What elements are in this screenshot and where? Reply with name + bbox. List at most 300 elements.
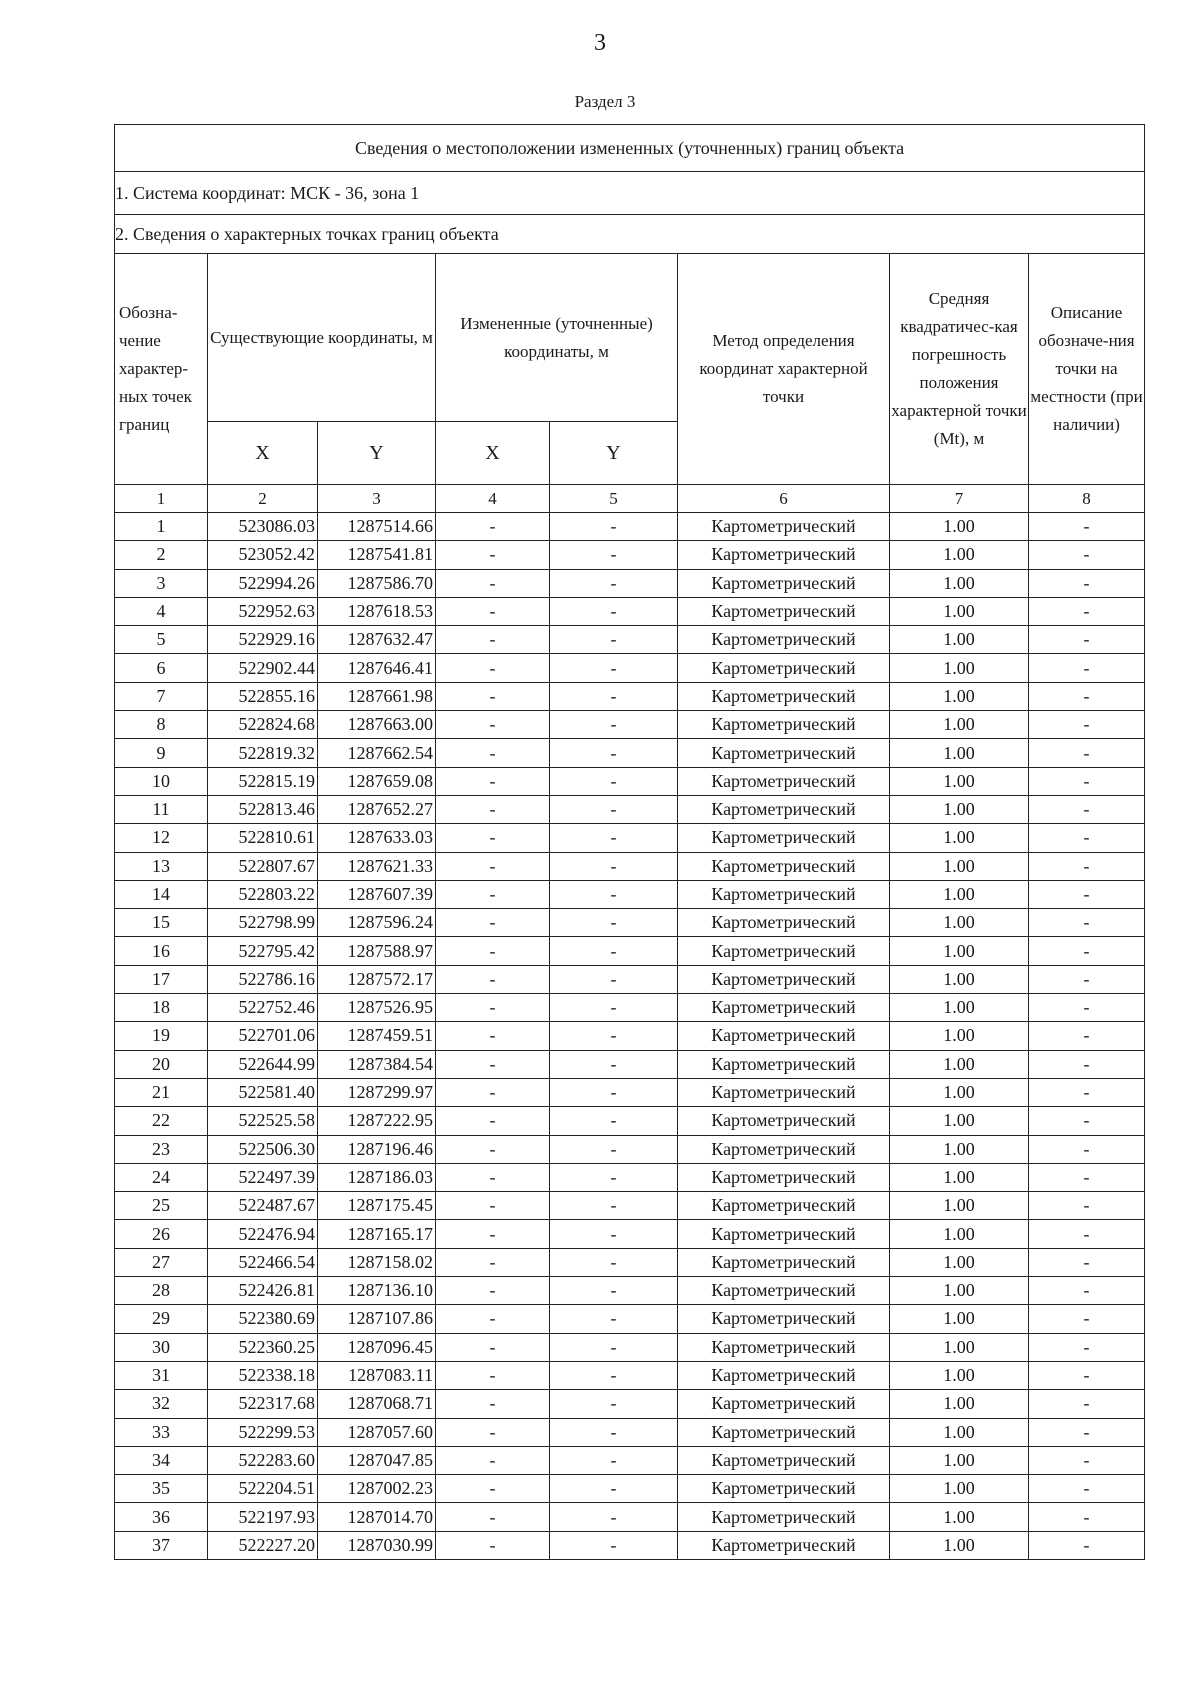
description-cell: - (1029, 569, 1145, 597)
point-number-cell: 16 (115, 937, 208, 965)
existing-y-cell: 1287384.54 (318, 1050, 436, 1078)
point-number-cell: 11 (115, 795, 208, 823)
method-cell: Картометрический (678, 1390, 890, 1418)
error-cell: 1.00 (890, 1135, 1029, 1163)
method-cell: Картометрический (678, 739, 890, 767)
point-number-cell: 18 (115, 994, 208, 1022)
changed-x-cell: - (436, 767, 550, 795)
point-number-cell: 4 (115, 597, 208, 625)
method-cell: Картометрический (678, 626, 890, 654)
error-cell: 1.00 (890, 1078, 1029, 1106)
column-number: 7 (890, 485, 1029, 513)
point-number-cell: 5 (115, 626, 208, 654)
existing-y-cell: 1287175.45 (318, 1192, 436, 1220)
table-row (115, 739, 1145, 767)
method-cell: Картометрический (678, 654, 890, 682)
header-method: Метод определения координат характерной точки (678, 254, 890, 485)
changed-x-cell: - (436, 1248, 550, 1276)
existing-y-cell: 1287136.10 (318, 1277, 436, 1305)
changed-x-cell: - (436, 597, 550, 625)
error-cell: 1.00 (890, 909, 1029, 937)
existing-y-cell: 1287186.03 (318, 1163, 436, 1191)
method-cell: Картометрический (678, 965, 890, 993)
error-cell: 1.00 (890, 1220, 1029, 1248)
section-label: Раздел 3 (574, 92, 636, 111)
error-cell: 1.00 (890, 1248, 1029, 1276)
existing-y-cell: 1287165.17 (318, 1220, 436, 1248)
description-cell: - (1029, 1361, 1145, 1389)
description-cell: - (1029, 1446, 1145, 1474)
existing-x-cell: 522824.68 (208, 711, 318, 739)
description-cell: - (1029, 739, 1145, 767)
existing-y-cell: 1287632.47 (318, 626, 436, 654)
error-cell: 1.00 (890, 852, 1029, 880)
description-cell: - (1029, 1390, 1145, 1418)
existing-x-cell: 522929.16 (208, 626, 318, 654)
method-cell: Картометрический (678, 1192, 890, 1220)
changed-y-cell: - (550, 1333, 678, 1361)
table-row (115, 880, 1145, 908)
table-row (115, 1333, 1145, 1361)
existing-x-cell: 522581.40 (208, 1078, 318, 1106)
column-number: 5 (550, 485, 678, 513)
error-cell: 1.00 (890, 767, 1029, 795)
table-row (115, 1248, 1145, 1276)
existing-x-cell: 522807.67 (208, 852, 318, 880)
existing-x-cell: 522487.67 (208, 1192, 318, 1220)
error-cell: 1.00 (890, 1475, 1029, 1503)
changed-x-cell: - (436, 1361, 550, 1389)
existing-x-cell: 522476.94 (208, 1220, 318, 1248)
table-row (115, 1078, 1145, 1106)
existing-y-cell: 1287652.27 (318, 795, 436, 823)
table-row (115, 909, 1145, 937)
method-cell: Картометрический (678, 1305, 890, 1333)
changed-x-cell: - (436, 824, 550, 852)
existing-x-cell: 522426.81 (208, 1277, 318, 1305)
changed-x-cell: - (436, 880, 550, 908)
description-cell: - (1029, 711, 1145, 739)
description-cell: - (1029, 1163, 1145, 1191)
description-cell: - (1029, 626, 1145, 654)
description-cell: - (1029, 654, 1145, 682)
changed-y-cell: - (550, 937, 678, 965)
changed-x-cell: - (436, 654, 550, 682)
point-number-cell: 27 (115, 1248, 208, 1276)
existing-x-cell: 522299.53 (208, 1418, 318, 1446)
existing-y-cell: 1287096.45 (318, 1333, 436, 1361)
point-number-cell: 10 (115, 767, 208, 795)
point-number-cell: 28 (115, 1277, 208, 1305)
changed-y-cell: - (550, 626, 678, 654)
existing-x-cell: 522227.20 (208, 1531, 318, 1559)
point-number-cell: 34 (115, 1446, 208, 1474)
changed-x-cell: - (436, 1446, 550, 1474)
method-cell: Картометрический (678, 1050, 890, 1078)
changed-x-cell: - (436, 626, 550, 654)
changed-y-cell: - (550, 1248, 678, 1276)
existing-x-cell: 522338.18 (208, 1361, 318, 1389)
existing-x-cell: 522317.68 (208, 1390, 318, 1418)
changed-x-cell: - (436, 541, 550, 569)
changed-x-cell: - (436, 994, 550, 1022)
changed-x-cell: - (436, 1531, 550, 1559)
point-number-cell: 24 (115, 1163, 208, 1191)
column-number: 4 (436, 485, 550, 513)
description-cell: - (1029, 937, 1145, 965)
changed-y-cell: - (550, 1078, 678, 1106)
description-cell: - (1029, 795, 1145, 823)
table-row (115, 965, 1145, 993)
method-cell: Картометрический (678, 597, 890, 625)
point-number-cell: 37 (115, 1531, 208, 1559)
changed-x-cell: - (436, 569, 550, 597)
method-cell: Картометрический (678, 541, 890, 569)
table-row (115, 1220, 1145, 1248)
method-cell: Картометрический (678, 795, 890, 823)
existing-y-cell: 1287541.81 (318, 541, 436, 569)
error-cell: 1.00 (890, 965, 1029, 993)
error-cell: 1.00 (890, 1390, 1029, 1418)
existing-y-cell: 1287662.54 (318, 739, 436, 767)
existing-y-cell: 1287030.99 (318, 1531, 436, 1559)
description-cell: - (1029, 852, 1145, 880)
changed-y-cell: - (550, 1192, 678, 1220)
existing-y-cell: 1287661.98 (318, 682, 436, 710)
error-cell: 1.00 (890, 1107, 1029, 1135)
changed-y-cell: - (550, 1475, 678, 1503)
changed-x-cell: - (436, 1022, 550, 1050)
changed-y-cell: - (550, 1446, 678, 1474)
changed-y-cell: - (550, 1135, 678, 1163)
existing-x-cell: 522813.46 (208, 795, 318, 823)
error-cell: 1.00 (890, 1050, 1029, 1078)
point-number-cell: 13 (115, 852, 208, 880)
point-number-cell: 29 (115, 1305, 208, 1333)
point-number-cell: 22 (115, 1107, 208, 1135)
table-row (115, 654, 1145, 682)
method-cell: Картометрический (678, 937, 890, 965)
point-number-cell: 35 (115, 1475, 208, 1503)
existing-y-cell: 1287588.97 (318, 937, 436, 965)
table-row (115, 682, 1145, 710)
existing-y-cell: 1287586.70 (318, 569, 436, 597)
description-cell: - (1029, 1248, 1145, 1276)
existing-y-cell: 1287659.08 (318, 767, 436, 795)
changed-x-cell: - (436, 1418, 550, 1446)
header-existing-y: Y (318, 422, 436, 485)
error-cell: 1.00 (890, 994, 1029, 1022)
changed-x-cell: - (436, 795, 550, 823)
error-cell: 1.00 (890, 1531, 1029, 1559)
existing-x-cell: 522497.39 (208, 1163, 318, 1191)
existing-y-cell: 1287596.24 (318, 909, 436, 937)
table-row (115, 1135, 1145, 1163)
table-row (115, 852, 1145, 880)
error-cell: 1.00 (890, 711, 1029, 739)
existing-y-cell: 1287047.85 (318, 1446, 436, 1474)
column-number: 3 (318, 485, 436, 513)
method-cell: Картометрический (678, 880, 890, 908)
changed-x-cell: - (436, 1220, 550, 1248)
table-row (115, 1475, 1145, 1503)
changed-y-cell: - (550, 767, 678, 795)
changed-y-cell: - (550, 1022, 678, 1050)
table-row (115, 1022, 1145, 1050)
table-row (115, 1446, 1145, 1474)
header-changed-coordinates: Измененные (уточненные) координаты, м (436, 254, 678, 422)
changed-y-cell: - (550, 1050, 678, 1078)
changed-y-cell: - (550, 1503, 678, 1531)
changed-x-cell: - (436, 1078, 550, 1106)
point-number-cell: 15 (115, 909, 208, 937)
description-cell: - (1029, 994, 1145, 1022)
existing-x-cell: 522819.32 (208, 739, 318, 767)
header-point-id: Обозна-чение характер-ных точек границ (115, 254, 208, 485)
description-cell: - (1029, 880, 1145, 908)
description-cell: - (1029, 1475, 1145, 1503)
method-cell: Картометрический (678, 824, 890, 852)
changed-y-cell: - (550, 1277, 678, 1305)
existing-y-cell: 1287083.11 (318, 1361, 436, 1389)
changed-y-cell: - (550, 965, 678, 993)
description-cell: - (1029, 1107, 1145, 1135)
table-row (115, 1503, 1145, 1531)
error-cell: 1.00 (890, 1305, 1029, 1333)
existing-y-cell: 1287057.60 (318, 1418, 436, 1446)
changed-y-cell: - (550, 1418, 678, 1446)
description-cell: - (1029, 1192, 1145, 1220)
error-cell: 1.00 (890, 1163, 1029, 1191)
point-number-cell: 6 (115, 654, 208, 682)
existing-x-cell: 522902.44 (208, 654, 318, 682)
table-title: Сведения о местоположении измененных (уточненных) границ объекта (115, 125, 1145, 172)
description-cell: - (1029, 597, 1145, 625)
point-number-cell: 14 (115, 880, 208, 908)
changed-y-cell: - (550, 654, 678, 682)
method-cell: Картометрический (678, 1531, 890, 1559)
error-cell: 1.00 (890, 1503, 1029, 1531)
existing-y-cell: 1287158.02 (318, 1248, 436, 1276)
error-cell: 1.00 (890, 1277, 1029, 1305)
point-number-cell: 19 (115, 1022, 208, 1050)
point-number-cell: 25 (115, 1192, 208, 1220)
point-number-cell: 32 (115, 1390, 208, 1418)
existing-y-cell: 1287068.71 (318, 1390, 436, 1418)
method-cell: Картометрический (678, 569, 890, 597)
existing-y-cell: 1287633.03 (318, 824, 436, 852)
existing-x-cell: 522197.93 (208, 1503, 318, 1531)
changed-x-cell: - (436, 711, 550, 739)
header-description: Описание обозначе-ния точки на местности (при наличии) (1029, 254, 1145, 485)
description-cell: - (1029, 1531, 1145, 1559)
table-row (115, 1418, 1145, 1446)
method-cell: Картометрический (678, 711, 890, 739)
changed-y-cell: - (550, 795, 678, 823)
error-cell: 1.00 (890, 513, 1029, 541)
existing-y-cell: 1287663.00 (318, 711, 436, 739)
point-number-cell: 30 (115, 1333, 208, 1361)
changed-x-cell: - (436, 1475, 550, 1503)
description-cell: - (1029, 824, 1145, 852)
existing-y-cell: 1287014.70 (318, 1503, 436, 1531)
changed-x-cell: - (436, 1050, 550, 1078)
point-number-cell: 3 (115, 569, 208, 597)
header-existing-coordinates: Существующие координаты, м (208, 254, 436, 422)
point-number-cell: 23 (115, 1135, 208, 1163)
table-row (115, 795, 1145, 823)
description-cell: - (1029, 541, 1145, 569)
changed-y-cell: - (550, 1531, 678, 1559)
existing-x-cell: 522994.26 (208, 569, 318, 597)
description-cell: - (1029, 767, 1145, 795)
table-row (115, 1361, 1145, 1389)
method-cell: Картометрический (678, 909, 890, 937)
description-cell: - (1029, 1277, 1145, 1305)
existing-x-cell: 522380.69 (208, 1305, 318, 1333)
description-cell: - (1029, 1078, 1145, 1106)
point-number-cell: 20 (115, 1050, 208, 1078)
existing-x-cell: 523052.42 (208, 541, 318, 569)
changed-y-cell: - (550, 682, 678, 710)
coordinate-system: 1. Система координат: МСК - 36, зона 1 (115, 172, 1145, 215)
changed-x-cell: - (436, 1192, 550, 1220)
table-row (115, 626, 1145, 654)
page-number: 3 (594, 30, 606, 56)
table-row (115, 1277, 1145, 1305)
table-row (115, 513, 1145, 541)
changed-x-cell: - (436, 739, 550, 767)
description-cell: - (1029, 1305, 1145, 1333)
method-cell: Картометрический (678, 994, 890, 1022)
changed-x-cell: - (436, 852, 550, 880)
existing-x-cell: 523086.03 (208, 513, 318, 541)
existing-y-cell: 1287196.46 (318, 1135, 436, 1163)
point-number-cell: 36 (115, 1503, 208, 1531)
changed-x-cell: - (436, 1107, 550, 1135)
description-cell: - (1029, 909, 1145, 937)
method-cell: Картометрический (678, 1475, 890, 1503)
table-row (115, 1390, 1145, 1418)
changed-y-cell: - (550, 1390, 678, 1418)
changed-x-cell: - (436, 682, 550, 710)
table-row (115, 1163, 1145, 1191)
description-cell: - (1029, 1418, 1145, 1446)
error-cell: 1.00 (890, 739, 1029, 767)
existing-x-cell: 522815.19 (208, 767, 318, 795)
changed-y-cell: - (550, 739, 678, 767)
method-cell: Картометрический (678, 1107, 890, 1135)
table-row (115, 1531, 1145, 1559)
method-cell: Картометрический (678, 767, 890, 795)
existing-x-cell: 522803.22 (208, 880, 318, 908)
existing-y-cell: 1287618.53 (318, 597, 436, 625)
point-number-cell: 2 (115, 541, 208, 569)
method-cell: Картометрический (678, 1022, 890, 1050)
table-row (115, 824, 1145, 852)
point-number-cell: 33 (115, 1418, 208, 1446)
description-cell: - (1029, 1135, 1145, 1163)
column-number: 8 (1029, 485, 1145, 513)
existing-x-cell: 522810.61 (208, 824, 318, 852)
method-cell: Картометрический (678, 852, 890, 880)
existing-y-cell: 1287621.33 (318, 852, 436, 880)
changed-y-cell: - (550, 1361, 678, 1389)
point-number-cell: 8 (115, 711, 208, 739)
table-row (115, 1050, 1145, 1078)
table-row (115, 711, 1145, 739)
point-number-cell: 21 (115, 1078, 208, 1106)
changed-x-cell: - (436, 965, 550, 993)
existing-x-cell: 522525.58 (208, 1107, 318, 1135)
description-cell: - (1029, 1333, 1145, 1361)
changed-y-cell: - (550, 1220, 678, 1248)
changed-x-cell: - (436, 513, 550, 541)
header-error: Средняя квадратичес-кая погрешность положения характерной точки (Mt), м (890, 254, 1029, 485)
table-row (115, 1107, 1145, 1135)
method-cell: Картометрический (678, 1248, 890, 1276)
existing-x-cell: 522795.42 (208, 937, 318, 965)
method-cell: Картометрический (678, 1163, 890, 1191)
changed-y-cell: - (550, 541, 678, 569)
existing-x-cell: 522786.16 (208, 965, 318, 993)
error-cell: 1.00 (890, 880, 1029, 908)
existing-x-cell: 522701.06 (208, 1022, 318, 1050)
column-number: 6 (678, 485, 890, 513)
changed-y-cell: - (550, 824, 678, 852)
table-row (115, 597, 1145, 625)
changed-y-cell: - (550, 1163, 678, 1191)
method-cell: Картометрический (678, 1078, 890, 1106)
error-cell: 1.00 (890, 569, 1029, 597)
point-number-cell: 17 (115, 965, 208, 993)
error-cell: 1.00 (890, 682, 1029, 710)
changed-y-cell: - (550, 1305, 678, 1333)
existing-y-cell: 1287646.41 (318, 654, 436, 682)
method-cell: Картометрический (678, 1503, 890, 1531)
existing-x-cell: 522204.51 (208, 1475, 318, 1503)
description-cell: - (1029, 682, 1145, 710)
changed-y-cell: - (550, 597, 678, 625)
point-number-cell: 31 (115, 1361, 208, 1389)
method-cell: Картометрический (678, 1361, 890, 1389)
error-cell: 1.00 (890, 1361, 1029, 1389)
changed-y-cell: - (550, 513, 678, 541)
existing-x-cell: 522506.30 (208, 1135, 318, 1163)
changed-x-cell: - (436, 1390, 550, 1418)
existing-x-cell: 522952.63 (208, 597, 318, 625)
error-cell: 1.00 (890, 1022, 1029, 1050)
method-cell: Картометрический (678, 1333, 890, 1361)
existing-y-cell: 1287572.17 (318, 965, 436, 993)
table-row (115, 569, 1145, 597)
description-cell: - (1029, 1503, 1145, 1531)
existing-x-cell: 522752.46 (208, 994, 318, 1022)
method-cell: Картометрический (678, 682, 890, 710)
changed-y-cell: - (550, 1107, 678, 1135)
existing-x-cell: 522798.99 (208, 909, 318, 937)
description-cell: - (1029, 513, 1145, 541)
error-cell: 1.00 (890, 1418, 1029, 1446)
changed-x-cell: - (436, 909, 550, 937)
method-cell: Картометрический (678, 1418, 890, 1446)
existing-y-cell: 1287607.39 (318, 880, 436, 908)
error-cell: 1.00 (890, 795, 1029, 823)
description-cell: - (1029, 1022, 1145, 1050)
table-row (115, 541, 1145, 569)
changed-x-cell: - (436, 1163, 550, 1191)
point-number-cell: 26 (115, 1220, 208, 1248)
